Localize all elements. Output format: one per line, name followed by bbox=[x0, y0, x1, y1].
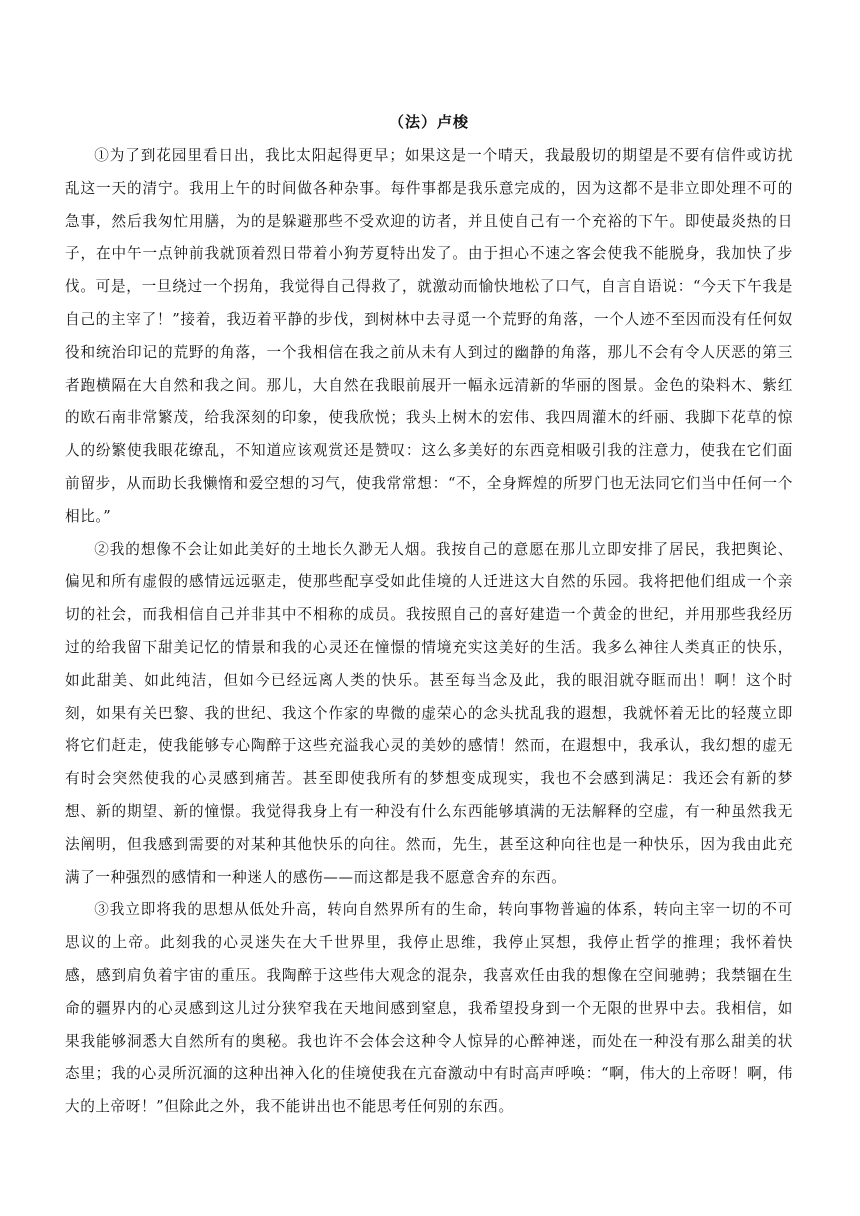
paragraph-2: ②我的想像不会让如此美好的土地长久渺无人烟。我按自己的意愿在那儿立即安排了居民，我把舆论、偏见和所有虚假的感情远远驱走，使那些配享受如此佳境的人迁进这大自然的乐园。我将把他们组成一个亲切的社会，而我相信自己并非其中不相称的成员。我按照自己的喜好建造一个黄金的世纪，并用那些我经历过的给我留下甜美记忆的情景和我的心灵还在憧憬的情境充实这美好的生活。我多么神往人类真正的快乐，如此甜美、如此纯洁，但如今已经远离人类的快乐。甚至每当念及此，我的眼泪就夺眶而出！啊！这个时刻，如果有关巴黎、我的世纪、我这个作家的卑微的虚荣心的念头扰乱我的遐想，我就怀着无比的轻蔑立即将它们赶走，使我能够专心陶醉于这些充溢我心灵的美妙的感情！然而，在遐想中，我承认，我幻想的虚无有时会突然使我的心灵感到痛苦。甚至即使我所有的梦想变成现实，我也不会感到满足：我还会有新的梦想、新的期望、新的憧憬。我觉得我身上有一种没有什么东西能够填满的无法解释的空虚，有一种虽然我无法阐明，但我感到需要的对某种其他快乐的向往。然而，先生，甚至这种向往也是一种快乐，因为我由此充满了一种强烈的感情和一种迷人的感伤——而这都是我不愿意舍弃的东西。 bbox=[65, 540, 793, 886]
document-body bbox=[65, 108, 793, 1124]
paragraph-1: ①为了到花园里看日出，我比太阳起得更早；如果这是一个晴天，我最殷切的期望是不要有信件或访扰乱这一天的清宁。我用上午的时间做各种杂事。每件事都是我乐意完成的，因为这都不是非立即处理不可的急事，然后我匆忙用膳，为的是躲避那些不受欢迎的访者，并且使自己有一个充裕的下午。即使最炎热的日子，在中午一点钟前我就顶着烈日带着小狗芳夏特出发了。由于担心不速之客会使我不能脱身，我加快了步伐。可是，一旦绕过一个拐角，我觉得自己得救了，就激动而愉快地松了口气，自言自语说：“今天下午我是自己的主宰了！”接着，我迈着平静的步伐，到树林中去寻觅一个荒野的角落，一个人迹不至因而没有任何奴役和统治印记的荒野的角落，一个我相信在我之前从未有人到过的幽静的角落，那儿不会有令人厌恶的第三者跑横隔在大自然和我之间。那儿，大自然在我眼前展开一幅永远清新的华丽的图景。金色的染料木、紫红的欧石南非常繁茂，给我深刻的印象，使我欣悦；我头上树木的宏伟、我四周灌木的纤丽、我脚下花草的惊人的纷繁使我眼花缭乱，不知道应该观赏还是赞叹：这么多美好的东西竞相吸引我的注意力，使我在它们面前留步，从而助长我懒惰和爱空想的习气，使我常常想：“不，全身辉煌的所罗门也无法同它们当中任何一个相比。” bbox=[65, 147, 793, 525]
paragraph-3: ③我立即将我的思想从低处升高，转向自然界所有的生命，转向事物普遍的体系，转向主宰一切的不可思议的上帝。此刻我的心灵迷失在大千世界里，我停止思维，我停止冥想，我停止哲学的推理；我怀着快感，感到肩负着宇宙的重压。我陶醉于这些伟大观念的混杂，我喜欢任由我的想像在空间驰骋；我禁锢在生命的疆界内的心灵感到这儿过分狭窄我在天地间感到窒息，我希望投身到一个无限的世界中去。我相信，如果我能够洞悉大自然所有的奥秘。我也许不会体会这种令人惊异的心醉神迷，而处在一种没有那么甜美的状态里；我的心灵所沉湎的这种出神入化的佳境使我在亢奋激动中有时高声呼唤：“啊，伟大的上帝呀！啊，伟大的上帝呀！”但除此之外，我不能讲出也不能思考任何别的东西。 bbox=[65, 901, 793, 1116]
author-heading: （法）卢梭 bbox=[388, 113, 469, 131]
